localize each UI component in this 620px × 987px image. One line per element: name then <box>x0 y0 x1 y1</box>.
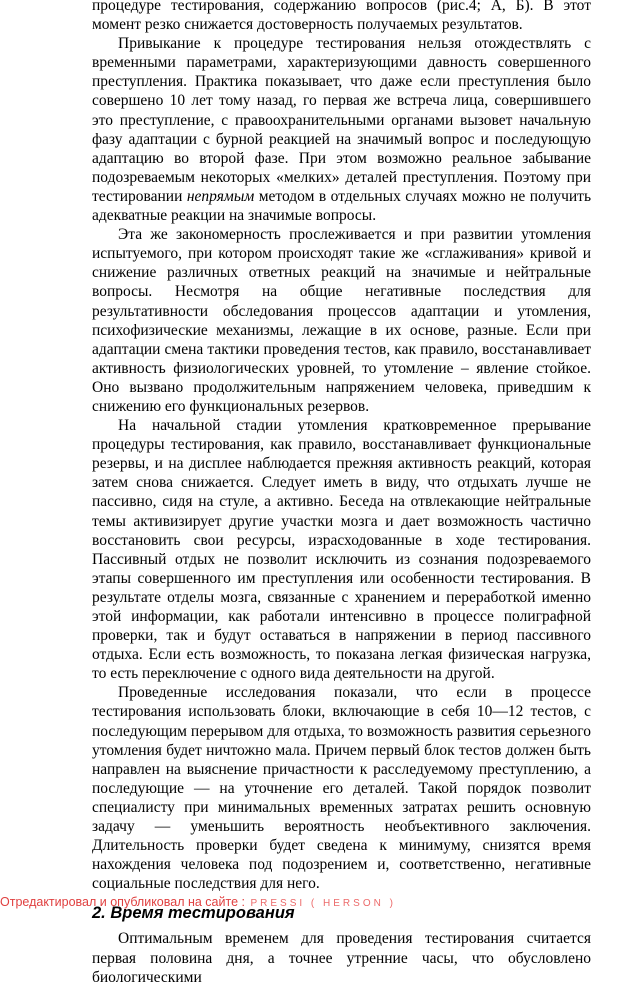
body-text <box>92 0 591 987</box>
paragraph: Эта же закономерность прослеживается и при развитии утомления испытуемого, при котором происходят такие же «сглаживания» кривой и снижение различных ответных реакций на значимые и нейтральные вопросы. Несмотря на общие негативные последствия для результативности обследования процессов адаптации и утомления, психофизические механизмы, лежащие в их основе, разные. Если при адаптации смена тактики проведения тестов, как правило, восстанавливает активность физиологических уровней, то утомление – явление стойкое. Оно вызвано продолжительным напряжением человека, приведшим к снижению его функциональных резервов. <box>92 226 591 415</box>
footer-credit <box>0 893 620 913</box>
paragraph <box>92 34 591 225</box>
footer-text: Отредактировал и опубликовал на сайте : <box>0 895 245 909</box>
paragraph: На начальной стадии утомления кратковременное прерывание процедуры тестирования, как правило, восстанавливает функциональные резервы, и на дисплее наблюдается прежняя активность реакций, которая затем снова снижается. Следует иметь в виду, что отдыхать лучше не пассивно, сидя на стуле, а активно. Беседа на отвлекающие нейтральные темы активизирует другие участки мозга и дает возможность частично восстановить свои ресурсы, израсходованные в ходе тестирования. Пассивный отдых не позволит исключить из сознания подозреваемого этапы совершенного им преступления или особенности тестирования. В результате отделы мозга, связанные с хранением и переработкой именно этой информации, как работали интенсивно в процессе полиграфной проверки, так и будут оставаться в напряжении в период пассивного отдыха. Если есть возможность, то показана легкая физическая нагрузка, то есть переключение с одного вида деятельности на другой. <box>92 417 591 683</box>
paragraph: Оптимальным временем для проведения тестирования считается первая половина дня, а точнее утренние часы, что обусловлено биологическими <box>92 930 591 986</box>
italic-term: непрямым <box>186 187 255 205</box>
paragraph-text: методом в отдельных случаях можно не получить адекватные реакции на значимые вопросы. <box>92 187 592 225</box>
paragraph: процедуре тестирования, содержанию вопросов (рис.4; А, Б). В этот момент резко снижается достоверность получаемых результатов. <box>92 0 591 34</box>
footer-site-name[interactable]: PRESSI ( HERSON ) <box>250 898 396 909</box>
paragraph: Проведенные исследования показали, что если в процессе тестирования использовать блоки, включающие в себя 10—12 тестов, с последующим перерывом для отдыха, то возможность развития серьезного утомления будет ничтожно мала. Причем первый блок тестов должен быть направлен на выяснение причастности к расследуемому преступлению, а последующие — на уточнение его деталей. Такой порядок позволит специалисту при минимальных временных затратах решить основную задачу — уменьшить вероятность необъективного заключения. Длительность проверки будет сведена к минимуму, снизятся время нахождения человека под подозрением и, соответственно, негативные социальные последствия для него. <box>92 684 591 893</box>
section-heading: 2. Время тестирования <box>92 904 295 923</box>
paragraph-text: Привыкание к процедуре тестирования нельзя отождествлять с временными параметрами, характеризующими давность совершенного преступления. Практика показывает, что даже если преступления было совершено 10 лет тому назад, го первая же встреча лица, совершившего это преступление, с правоохранительными органами вызовет начальную фазу адаптации с бурной реакцией на значимый вопрос и последующую адаптацию во второй фазе. При этом возможно реальное забывание подозреваемым некоторых «мелких» деталей преступления. Поэтому при тестировании <box>92 35 591 205</box>
